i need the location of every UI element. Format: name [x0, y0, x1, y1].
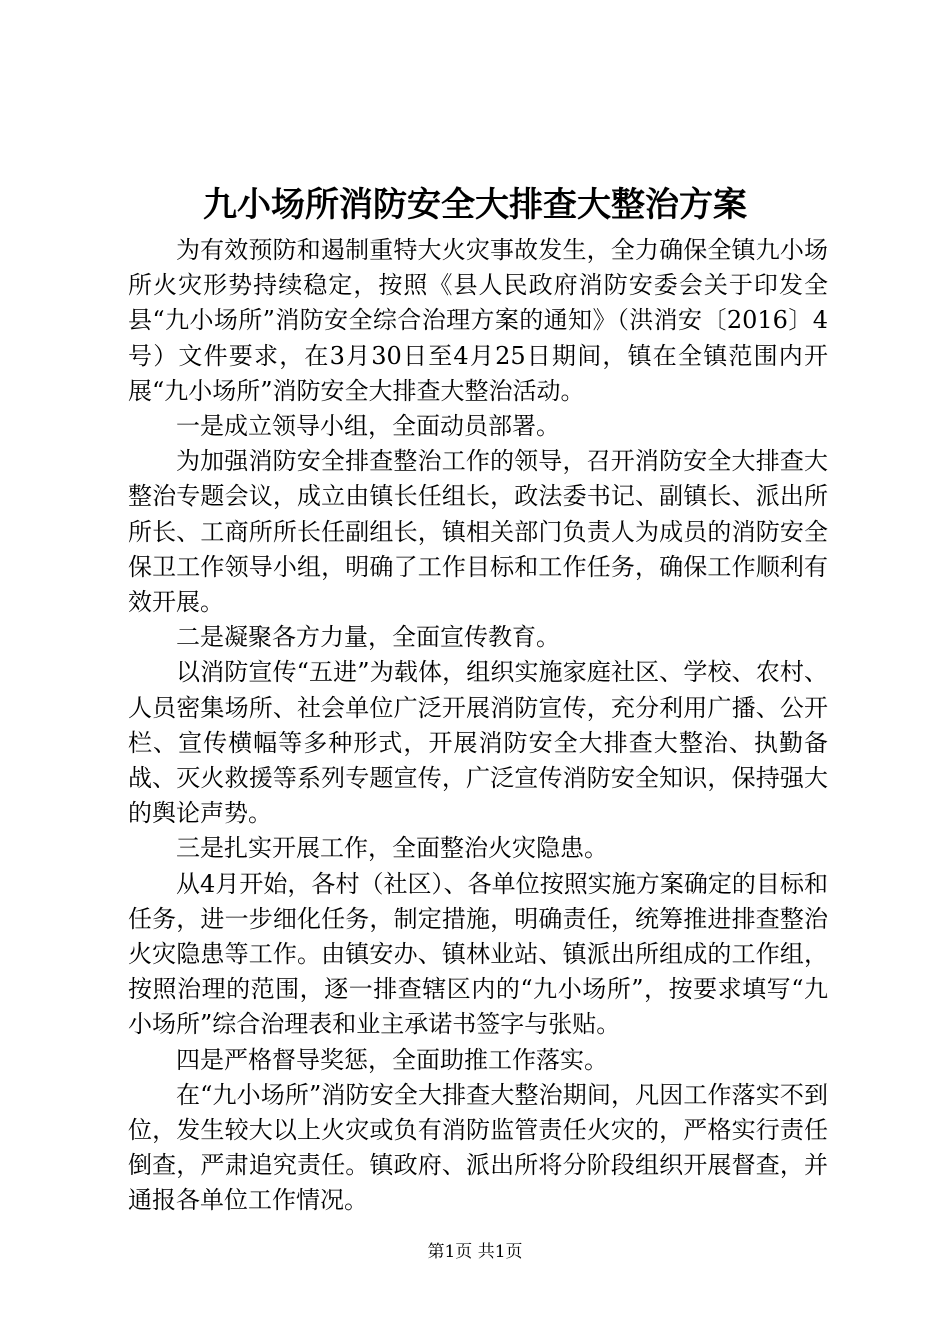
- paragraph-section-1: 为加强消防安全排查整治工作的领导，召开消防安全大排查大整治专题会议，成立由镇长任组长，政法委书记、副镇长、派出所所长、工商所所长任副组长，镇相关部门负责人为成员的消防安全保卫工作领导小组，明确了工作目标和工作任务，确保工作顺利有效开展。: [128, 447, 828, 617]
- section-heading-3: 三是扎实开展工作，全面整治火灾隐患。: [176, 834, 608, 863]
- paragraph-intro: 为有效预防和遏制重特大火灾事故发生，全力确保全镇九小场所火灾形势持续稳定，按照《县人民政府消防安委会关于印发全县“九小场所”消防安全综合治理方案的通知》（洪消安〔2016〕4号）文件要求，在3月30日至4月25日期间，镇在全镇范围内开展“九小场所”消防安全大排查大整治活动。: [128, 236, 828, 405]
- document-title: 九小场所消防安全大排查大整治方案: [203, 185, 747, 225]
- paragraph-section-3: 从4月开始，各村（社区）、各单位按照实施方案确定的目标和任务，进一步细化任务，制定措施，明确责任，统筹推进排查整治火灾隐患等工作。由镇安办、镇林业站、镇派出所组成的工作组，按照治理的范围，逐一排查辖区内的“九小场所”，按要求填写“九小场所”综合治理表和业主承诺书签字与张贴。: [128, 869, 828, 1039]
- paragraph-section-2: 以消防宣传“五进”为载体，组织实施家庭社区、学校、农村、人员密集场所、社会单位广泛开展消防宣传，充分利用广播、公开栏、宣传横幅等多种形式，开展消防安全大排查大整治、执勤备战、灭火救援等系列专题宣传，广泛宣传消防安全知识，保持强大的舆论声势。: [128, 658, 828, 828]
- section-heading-1: 一是成立领导小组，全面动员部署。: [176, 412, 560, 441]
- document-body: [128, 233, 828, 1219]
- page-footer: 第1页 共1页: [427, 1242, 523, 1262]
- section-heading-4: 四是严格督导奖惩，全面助推工作落实。: [176, 1045, 608, 1074]
- section-heading-2: 二是凝聚各方力量，全面宣传教育。: [176, 623, 560, 652]
- paragraph-section-4: 在“九小场所”消防安全大排查大整治期间，凡因工作落实不到位，发生较大以上火灾或负有消防监管责任火灾的，严格实行责任倒查，严肃追究责任。镇政府、派出所将分阶段组织开展督查，并通报各单位工作情况。: [128, 1080, 828, 1215]
